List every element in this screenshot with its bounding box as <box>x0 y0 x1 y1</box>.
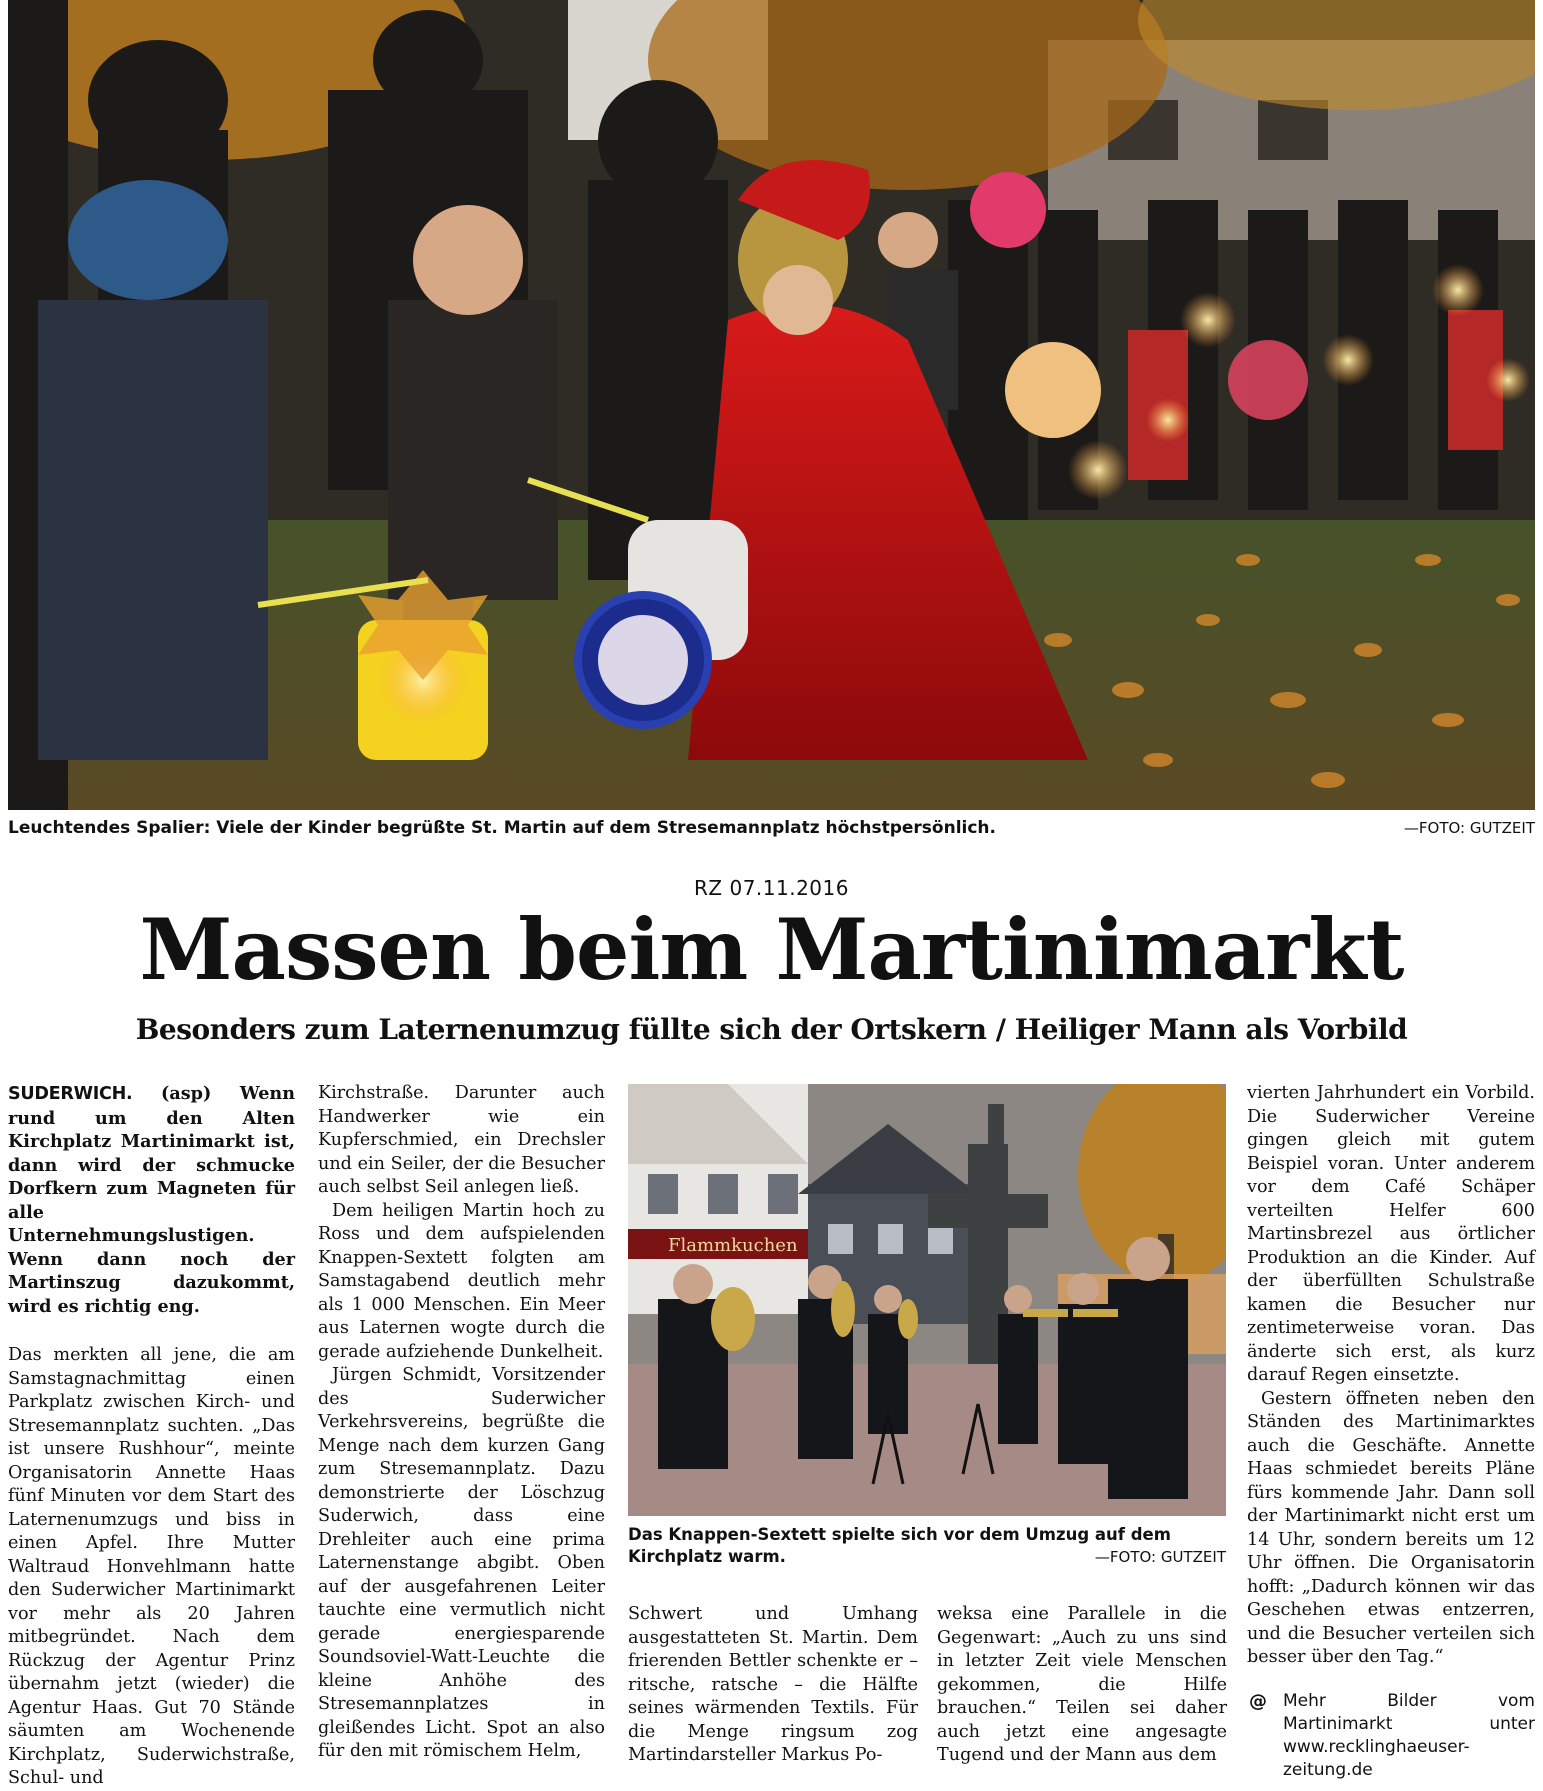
article-paragraph: weksa eine Parallele in die Gegenwart: „Auch zu uns sind in letzter Zeit viele Menschen gekommen, die Hilfe brauchen.“ Teilen sei daher auch jetzt eine angesagte Tugend und der Mann aus dem <box>937 1604 1227 1765</box>
stall-sign-text: Flammkuchen <box>668 1235 798 1256</box>
inner-photo <box>628 1084 1226 1516</box>
headline: Massen beim Martinimarkt <box>139 900 1404 999</box>
dateline: RZ 07.11.2016 <box>694 876 849 900</box>
brass-sextet-image <box>628 1084 1226 1516</box>
article-lead-text: (asp) Wenn rund um den Alten Kirchplatz Martinimarkt ist, dann wird der schmucke Dorfkern zum Magneten für alle Unternehmungslustigen. Wenn dann noch der Martinszug dazukommt, wird es richtig eng. <box>8 1083 295 1317</box>
top-photo <box>8 0 1535 810</box>
more-photos-link[interactable]: Mehr Bilder vom Martinimarkt unter www.recklinghaeuser-zeitung.de <box>1283 1691 1535 1780</box>
article-lead <box>8 1082 295 1318</box>
article-paragraph: vierten Jahrhundert ein Vorbild. Die Suderwicher Vereine gingen gleich mit gutem Beispiel voran. Unter anderem vor dem Café Schäper verteilten Helfer 600 Martinsbrezel aus örtlicher Produktion an die Kinder. Auf der überfüllten Schulstraße kamen die Besucher nur zentimeterweise voran. Das änderte sich erst, als kurz darauf Regen einsetzte. <box>1247 1083 1535 1385</box>
top-photo-caption: Leuchtendes Spalier: Viele der Kinder begrüßte St. Martin auf dem Stresemannplatz höchstpersönlich. <box>8 818 996 838</box>
article-column-4 <box>937 1603 1227 1768</box>
inner-photo-credit: —FOTO: GUTZEIT <box>1094 1548 1226 1566</box>
subheadline: Besonders zum Laternenumzug füllte sich der Ortskern / Heiliger Mann als Vorbild <box>135 1013 1408 1046</box>
lantern-procession-image <box>8 0 1535 810</box>
article-column-2 <box>318 1082 605 1764</box>
more-photos-note <box>1247 1690 1535 1782</box>
article-column-1 <box>8 1082 295 1791</box>
article-column-3 <box>628 1603 918 1768</box>
article-paragraph: Jürgen Schmidt, Vorsitzender des Suderwicher Verkehrsvereins, begrüßte die Menge nach dem kurzen Gang zum Stresemannplatz. Dazu demonstrierte der Löschzug Suderwich, dass eine Drehleiter auch eine prima Laternenstange abgibt. Oben auf der ausgefahrenen Leiter tauchte eine vermutlich nicht gerade energiesparende Soundsoviel-Watt-Leuchte die kleine Anhöhe des Stresemannplatzes in gleißendes Licht. Spot an also für den mit römischem Helm, <box>318 1365 605 1761</box>
article-column-5 <box>1247 1082 1535 1670</box>
article-paragraph: Dem heiligen Martin hoch zu Ross und dem aufspielenden Knappen-Sextett folgten am Samstagabend deutlich mehr als 1 000 Menschen. Ein Meer aus Laternen wogte durch die gerade aufziehende Dunkelheit. <box>318 1200 605 1362</box>
article-paragraph: Schwert und Umhang ausgestatteten St. Martin. Dem frierenden Bettler schenkte er – ritsche, ratsche – die Hälfte seines wärmenden Textils. Für die Menge ringsum zog Martindarsteller Markus Po- <box>628 1604 918 1765</box>
top-photo-caption-row <box>8 815 1535 843</box>
article-paragraph: Gestern öffneten neben den Ständen des Martinimarktes auch die Geschäfte. Annette Haas schmiedet bereits Pläne fürs kommende Jahr. Dann soll der Martinimarkt nicht erst um 14 Uhr, sondern bereits um 12 Uhr öffnen. Die Organisatorin hofft: „Dadurch können wir das Geschehen etwas entzerren, und die Besucher verteilen sich besser über den Tag.“ <box>1247 1388 1535 1667</box>
article-paragraph: Kirchstraße. Darunter auch Handwerker wie ein Kupferschmied, ein Drechsler und ein Seiler, der die Besucher auch selbst Seil anlegen ließ. <box>318 1083 605 1197</box>
article-paragraph: Das merkten all jene, die am Samstagnachmittag einen Parkplatz zwischen Kirch- und Stresemannplatz suchten. „Das ist unsere Rushhour“, meinte Organisatorin Annette Haas fünf Minuten vor dem Start des Laternenumzugs und biss in einen Apfel. Ihre Mutter Waltraud Honvehlmann hatte den Suderwicher Martinimarkt vor mehr als 20 Jahren mitbegründet. Nach dem Rückzug der Agentur Prinz übernahm jetzt (wieder) die Agentur Haas. Gut 70 Stände säumten am Wochenende Kirchplatz, Suderwichstraße, Schul- und <box>8 1345 295 1788</box>
inner-photo-caption-block <box>628 1524 1226 1568</box>
at-icon: @ <box>1249 1691 1267 1712</box>
top-photo-credit: —FOTO: GUTZEIT <box>1403 819 1535 837</box>
dateline-place: SUDERWICH. <box>8 1084 133 1104</box>
inner-photo-caption: Das Knappen-Sextett spielte sich vor dem Umzug auf dem Kirchplatz warm. <box>628 1525 1171 1566</box>
